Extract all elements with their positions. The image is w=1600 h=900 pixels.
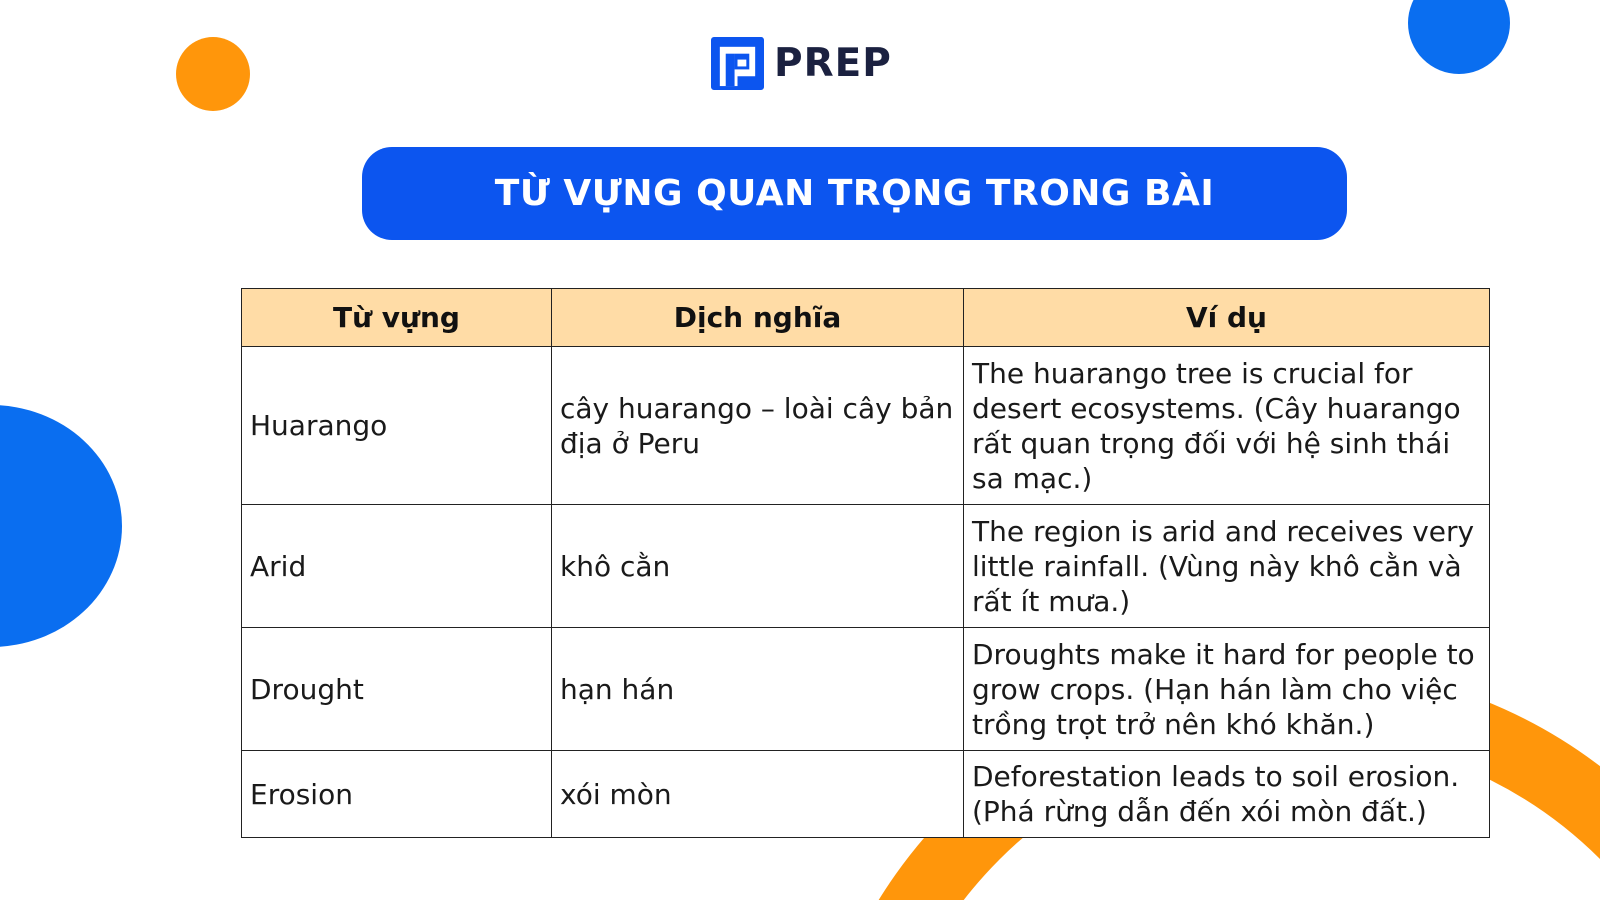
- example-cell: Droughts make it hard for people to grow crops. (Hạn hán làm cho việc trồng trọt trở nên khó khăn.): [964, 628, 1490, 751]
- title-banner: [362, 147, 1347, 240]
- word-cell: Arid: [242, 505, 552, 628]
- prep-logo-mark-icon: [711, 37, 764, 90]
- meaning-cell: xói mòn: [552, 751, 964, 838]
- table-row: [242, 628, 1490, 751]
- meaning-cell: cây huarango – loài cây bản địa ở Peru: [552, 347, 964, 505]
- page-title: TỪ VỰNG QUAN TRỌNG TRONG BÀI: [494, 173, 1215, 214]
- header-meaning: Dịch nghĩa: [552, 289, 964, 347]
- table-row: [242, 751, 1490, 838]
- word-cell: Drought: [242, 628, 552, 751]
- table-row: [242, 505, 1490, 628]
- header-example: Ví dụ: [964, 289, 1490, 347]
- prep-logo: [711, 36, 892, 90]
- table-header-row: [242, 289, 1490, 347]
- word-cell: Erosion: [242, 751, 552, 838]
- meaning-cell: khô cằn: [552, 505, 964, 628]
- header-word: Từ vựng: [242, 289, 552, 347]
- logo-text: PREP: [774, 40, 892, 86]
- vocabulary-table: [241, 288, 1490, 838]
- meaning-cell: hạn hán: [552, 628, 964, 751]
- example-cell: The huarango tree is crucial for desert ecosystems. (Cây huarango rất quan trọng đối với hệ sinh thái sa mạc.): [964, 347, 1490, 505]
- word-cell: Huarango: [242, 347, 552, 505]
- table-row: [242, 347, 1490, 505]
- example-cell: Deforestation leads to soil erosion. (Phá rừng dẫn đến xói mòn đất.): [964, 751, 1490, 838]
- example-cell: The region is arid and receives very little rainfall. (Vùng này khô cằn và rất ít mưa.): [964, 505, 1490, 628]
